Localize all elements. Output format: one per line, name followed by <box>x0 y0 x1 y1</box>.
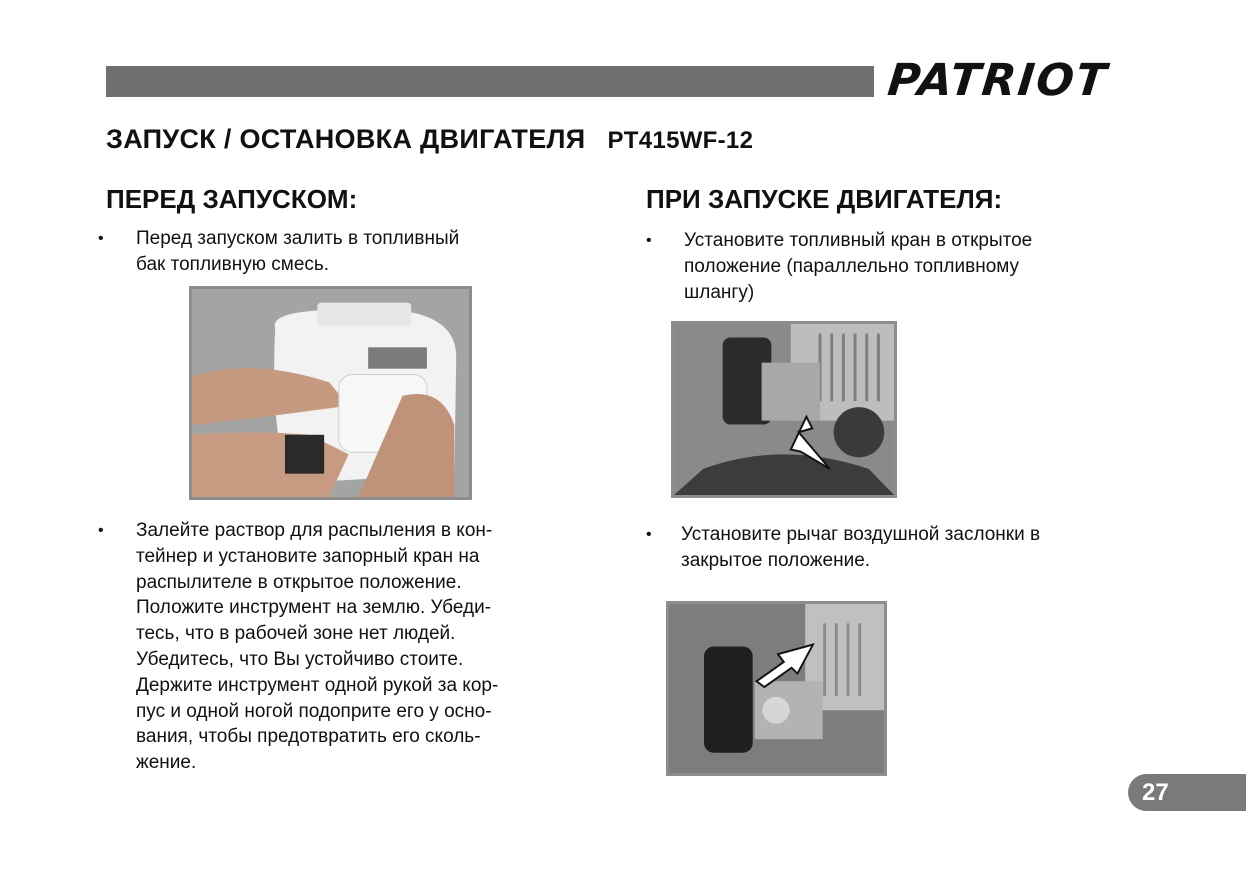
photo-filling-fuel <box>189 286 472 500</box>
bullet-dot: • <box>646 232 652 249</box>
page-title-text: ЗАПУСК / ОСТАНОВКА ДВИГАТЕЛЯ <box>106 124 586 154</box>
brand-logo: PATRIOT <box>885 55 1111 106</box>
bullet-dot: • <box>98 230 104 247</box>
right-bullet-1-text: Установите топливный кран в открытое положение (параллельно топливному шлангу) <box>684 230 1033 303</box>
bullet-dot: • <box>98 522 104 539</box>
left-bullet-2-text: Залейте раствор для распыления в кон- тейнер и установите запорный кран на распылителе в открытое положение. Положите инструмент на землю. Убеди- тесь, что в рабочей зоне нет людей. Убедитесь, что Вы устойчиво стоите. Держите инструмент одной рукой за кор- пус и одной ногой подоприте его у осно- вания, чтобы предотвратить его сколь- жение. <box>136 520 499 774</box>
bullet-dot: • <box>646 526 652 543</box>
left-bullet-1-text: Перед запуском залить в топливный бак топливную смесь. <box>136 228 460 275</box>
photo-fuel-valve <box>671 321 897 498</box>
header-bar <box>106 66 874 97</box>
page-number-tab: 27 <box>1128 774 1246 811</box>
before-start-heading: ПЕРЕД ЗАПУСКОМ: <box>106 184 358 214</box>
photo-choke-lever <box>666 601 887 776</box>
engine-start-heading: ПРИ ЗАПУСКЕ ДВИГАТЕЛЯ: <box>646 184 1003 214</box>
page-title <box>106 124 753 155</box>
right-bullet-2-text: Установите рычаг воздушной заслонки в закрытое положение. <box>681 524 1041 571</box>
model-name: PT415WF-12 <box>607 127 754 154</box>
